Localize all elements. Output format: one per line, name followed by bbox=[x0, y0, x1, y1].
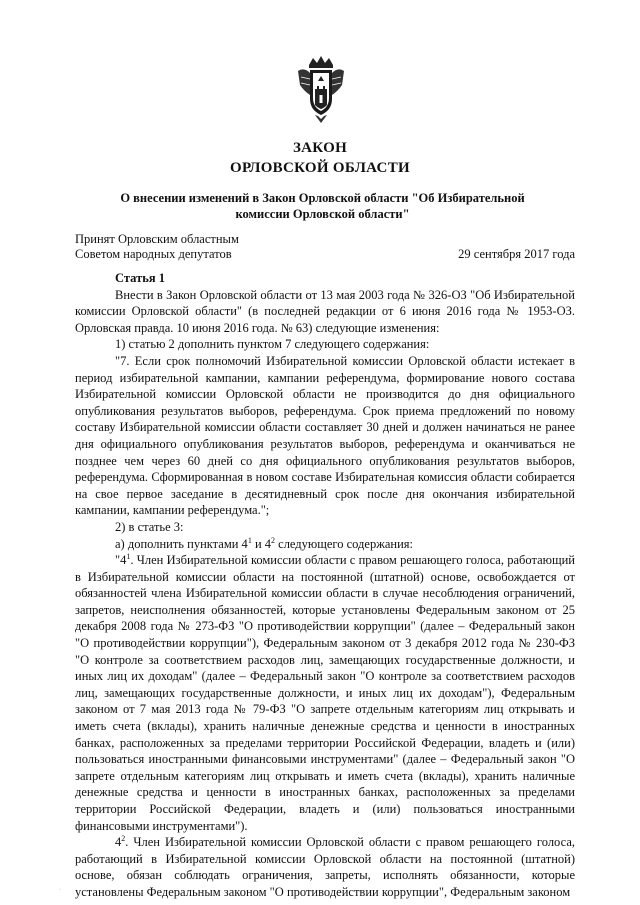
article-heading: Статья 1 bbox=[115, 271, 165, 285]
orel-oblast-coat-of-arms-icon bbox=[296, 55, 346, 125]
paragraph-intro: Внести в Закон Орловской области от 13 мая 2003 года № 326-ОЗ "Об Избирательной комиссии Орловской области" (в последней редакции от 6 июня 2016 года № 1953-ОЗ. Орловская правда. 10 июня 2016 года. № 63) следующие изменения: bbox=[75, 287, 575, 335]
superscript: 2 bbox=[271, 535, 276, 545]
paragraph-point-4-1 bbox=[75, 552, 575, 834]
scan-mark: · bbox=[59, 887, 61, 893]
text-span: а) дополнить пунктами 4 bbox=[115, 536, 248, 551]
text-span: "4 bbox=[115, 553, 127, 568]
superscript: 1 bbox=[126, 551, 131, 561]
text-span: . Член Избирательной комиссии Орловской области с правом решающего голоса, работающий в Избирательной комиссии Орловской области на постоянной (штатной) основе, обязан соблюдать ограничения, запреты, исполнять обязанности, которые установлены Федеральным законом "О противодействии коррупции", Федеральным законом bbox=[75, 835, 575, 899]
superscript: 2 bbox=[121, 834, 126, 844]
superscript: 1 bbox=[247, 535, 252, 545]
paragraph-point-7: "7. Если срок полномочий Избирательной комиссии Орловской области истекает в период избирательной кампании, кампании референдума, формирование нового состава Избирательной комиссии Орловской области не производится до дня официального опубликования результатов выборов, референдума. Срок приема предложений по новому составу Избирательной комиссии области составляет 30 дней и должен начинаться не ранее дня официального опубликования результатов выборов, референдума и оканчиваться не позднее чем через 60 дней со дня официального опубликования результатов выборов, референдума. Сформированная в новом составе Избирательная комиссия области собирается на свое первое заседание в десятидневный срок после дня окончания избирательной кампании, кампании референдума."; bbox=[75, 353, 575, 518]
adoption-line-2: Советом народных депутатов bbox=[75, 247, 232, 261]
text-span: и 4 bbox=[251, 536, 272, 551]
law-region-title: ОРЛОВСКОЙ ОБЛАСТИ bbox=[230, 160, 410, 176]
law-subtitle: О внесении изменений в Закон Орловской области "Об Избирательной комиссии Орловской области" bbox=[120, 191, 525, 221]
document-body bbox=[75, 270, 575, 901]
text-span: следующего содержания: bbox=[275, 536, 414, 551]
text-span: . Член Избирательной комиссии области с правом решающего голоса, работающий в Избирательной комиссии области на постоянной (штатной) основе, освобождается от обязанностей члена Избирательной комиссии области в случае несоблюдения ограничений, запретов, неисполнения обязанностей, которые установлены Федеральным законом от 25 декабря 2008 года № 273-ФЗ "О противодействии коррупции" (далее – Федеральный закон "О противодействии коррупции"), Федеральным законом от 3 декабря 2012 года № 230-ФЗ "О контроле за соответствием расходов лиц, замещающих государственные должности, и иных лиц их доходам" (далее – Федеральный закон "О контроле за соответствием расходов лиц, замещающих государственные должности, и иных лиц их доходам"), Федеральным законом от 7 мая 2013 года № 79-ФЗ "О запрете отдельным категориям лиц открывать и иметь счета (вклады), хранить наличные денежные средства и ценности в иностранных банках, расположенных за пределами территории Российской Федерации, владеть и (или) пользоваться иностранными финансовыми инструментами" (далее – Федеральный закон "О запрете отдельным категориям лиц открывать и иметь счета (вклады), хранить наличные денежные средства и ценности в иностранных банках, расположенных за пределами территории Российской Федерации, владеть и (или) пользоваться иностранными финансовыми инструментами"). bbox=[75, 553, 575, 833]
paragraph-item-2: 2) в статье 3: bbox=[115, 519, 184, 534]
paragraph-item-2a bbox=[75, 536, 575, 553]
paragraph-item-1: 1) статью 2 дополнить пунктом 7 следующего содержания: bbox=[115, 337, 430, 352]
adoption-block bbox=[75, 232, 239, 262]
text-span: 4 bbox=[115, 835, 122, 850]
law-title: ЗАКОН bbox=[292, 140, 348, 156]
paragraph-point-4-2 bbox=[75, 834, 575, 900]
adoption-line-1: Принят Орловским областным bbox=[75, 232, 239, 246]
adoption-date: 29 сентября 2017 года bbox=[458, 247, 575, 261]
